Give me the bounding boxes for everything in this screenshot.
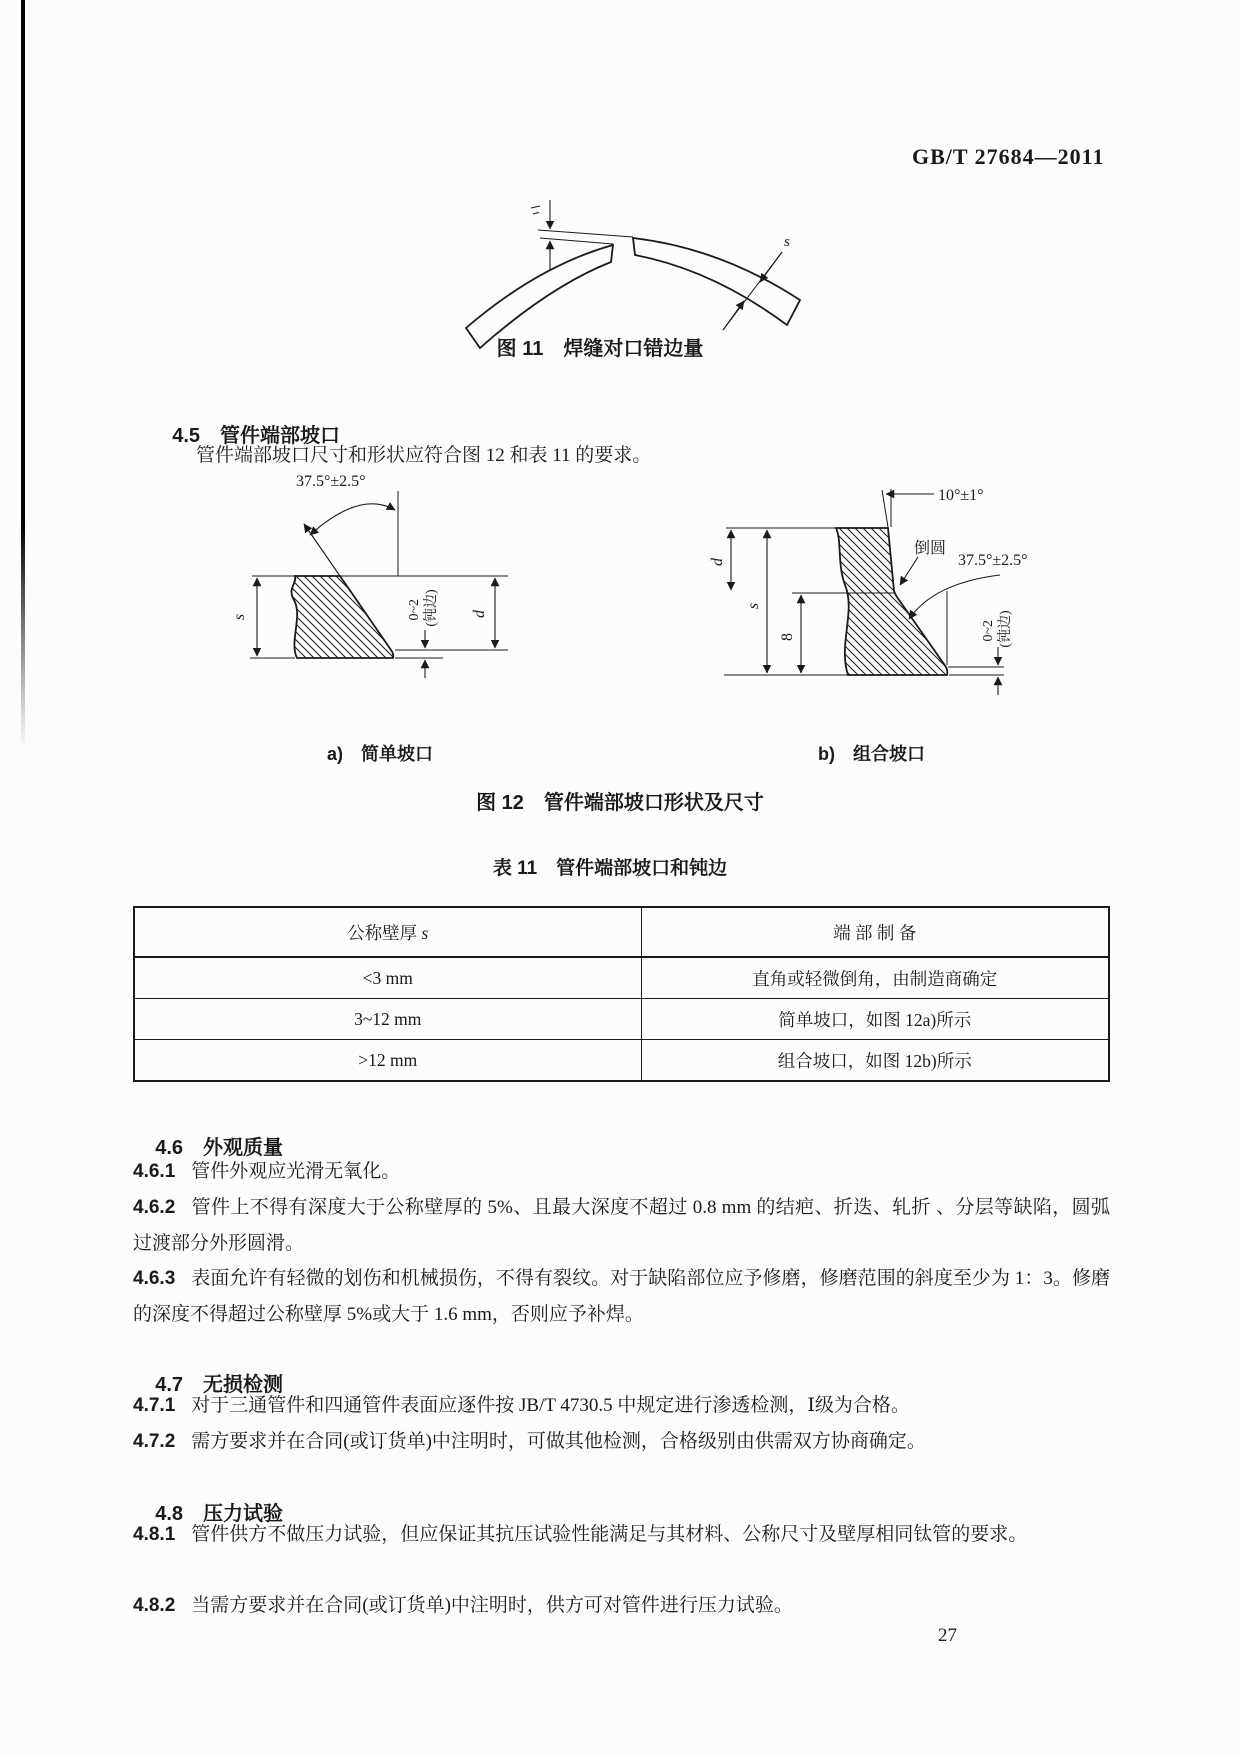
bevel-section-a <box>291 576 393 658</box>
section-number: 4.8 <box>155 1503 184 1525</box>
clause-number: 4.8.1 <box>133 1524 176 1545</box>
table-header-cell: 端 部 制 备 <box>641 907 1109 957</box>
clause-4-6-3 <box>133 1261 1110 1333</box>
standard-code: GB/T 27684—2011 <box>912 144 1105 169</box>
clause-4-7-2 <box>133 1424 1110 1460</box>
figure12b-combined-bevel-drawing <box>598 423 1058 723</box>
table-cell: 直角或轻微倒角，由制造商确定 <box>641 957 1109 999</box>
table-row <box>134 1040 1109 1082</box>
clause-number: 4.7.1 <box>133 1395 176 1416</box>
angle-annotation-a <box>252 473 508 576</box>
fillet-annotation-b <box>900 539 946 585</box>
clause-number: 4.6.1 <box>133 1161 176 1182</box>
fig12b-angle-top-label: 10°±1° <box>938 487 984 504</box>
table-cell: >12 mm <box>134 1040 641 1082</box>
section-title: 无损检测 <box>203 1374 284 1396</box>
fig12b-angle-label: 37.5°±2.5° <box>958 552 1028 569</box>
table11-title: 表 11 管件端部坡口和钝边 <box>492 858 728 879</box>
clause-4-6-2 <box>133 1190 1110 1262</box>
clause-text: 管件外观应光滑无氧化。 <box>191 1161 401 1182</box>
clause-text: 表面允许有轻微的划伤和机械损伤，不得有裂纹。对于缺陷部位应予修磨，修磨范围的斜度至少为 1：3。修磨的深度不得超过公称壁厚 5%或大于 1.6 mm，否则应予补焊。 <box>133 1268 1110 1325</box>
clause-text: 管件供方不做压力试验，但应保证其抗压试验性能满足与其材料、公称尺寸及壁厚相同钛管的要求。 <box>191 1524 1028 1545</box>
clause-number: 4.7.2 <box>133 1431 176 1452</box>
root-face-dimension-a <box>395 589 508 678</box>
clause-4-8-1 <box>133 1517 1110 1553</box>
fig11-s-label: s <box>784 234 790 250</box>
angle10-annotation-b <box>882 487 984 527</box>
fig12a-angle-label: 37.5°±2.5° <box>296 473 366 490</box>
wall-thickness-dimension <box>723 234 790 330</box>
root-note: (钝边) <box>424 589 439 627</box>
fig12b-s-label: s <box>745 602 762 610</box>
table-cell: 组合坡口，如图 12b)所示 <box>641 1040 1109 1082</box>
table-row <box>134 957 1109 999</box>
fig12b-d-label: d <box>709 558 726 566</box>
clause-number: 4.6.2 <box>133 1197 176 1218</box>
table-header-cell: 公称壁厚 s <box>134 907 641 957</box>
table11 <box>133 906 1110 1082</box>
clause-text: 当需方要求并在合同(或订货单)中注明时，供方可对管件进行压力试验。 <box>191 1595 793 1616</box>
fig12a-s-label: s <box>231 613 248 621</box>
table-row <box>134 999 1109 1040</box>
scan-binding-line <box>21 0 25 748</box>
misalignment-dimension <box>531 200 633 270</box>
figure12-caption: 图 12 管件端部坡口形状及尺寸 <box>476 792 764 814</box>
figure12a-subcaption: a) 简单坡口 <box>327 744 434 764</box>
clause-4-6-1 <box>133 1154 1110 1190</box>
clause-text: 需方要求并在合同(或订货单)中注明时，可做其他检测，合格级别由供需双方协商确定。 <box>191 1431 926 1452</box>
table-cell: <3 mm <box>134 957 641 999</box>
fig12b-8-label: 8 <box>779 633 796 641</box>
section-4-5-paragraph: 管件端部坡口尺寸和形状应符合图 12 和表 11 的要求。 <box>196 445 652 466</box>
section-title: 压力试验 <box>203 1503 284 1525</box>
fig12b-root-label <box>981 610 1013 648</box>
clause-number: 4.6.3 <box>133 1268 176 1289</box>
root-note: (钝边) <box>998 610 1013 648</box>
page-number: 27 <box>938 1625 957 1646</box>
fig12b-fillet-label: 倒圆 <box>914 540 947 557</box>
root-face-dimension-b <box>948 610 1013 695</box>
fig12a-d-label: d <box>471 610 488 618</box>
root-value: 0~2 <box>981 619 996 642</box>
section-number: 4.7 <box>155 1374 184 1396</box>
figure11-weld-misalignment-drawing <box>438 178 818 338</box>
pipe-wall-right-segment <box>633 238 800 325</box>
clause-text: 管件上不得有深度大于公称壁厚的 5%、且最大深度不超过 0.8 mm 的结疤、折迭、轧折 、分层等缺陷，圆弧过渡部分外形圆滑。 <box>133 1197 1110 1254</box>
fig12a-root-label <box>407 589 439 627</box>
figure12b-subcaption: b) 组合坡口 <box>818 744 925 764</box>
table-header-row <box>134 907 1109 957</box>
clause-4-7-1 <box>133 1388 1110 1424</box>
section-title: 外观质量 <box>203 1137 284 1159</box>
root-value: 0~2 <box>407 598 422 621</box>
s-dimension-a <box>231 578 295 658</box>
section-title: 管件端部坡口 <box>220 425 341 447</box>
section-number: 4.5 <box>172 425 201 447</box>
figure11-caption: 图 11 焊缝对口错边量 <box>496 338 704 360</box>
table-cell: 简单坡口，如图 12a)所示 <box>641 999 1109 1040</box>
figure12a-simple-bevel-drawing <box>190 438 590 723</box>
clause-number: 4.8.2 <box>133 1595 176 1616</box>
section-number: 4.6 <box>155 1137 184 1159</box>
clause-4-8-2 <box>133 1588 1110 1624</box>
clause-text: 对于三通管件和四通管件表面应逐件按 JB/T 4730.5 中规定进行渗透检测，Ⅰ级为合格。 <box>191 1395 910 1416</box>
d-dimension-a <box>471 578 495 648</box>
table-cell: 3~12 mm <box>134 999 641 1040</box>
